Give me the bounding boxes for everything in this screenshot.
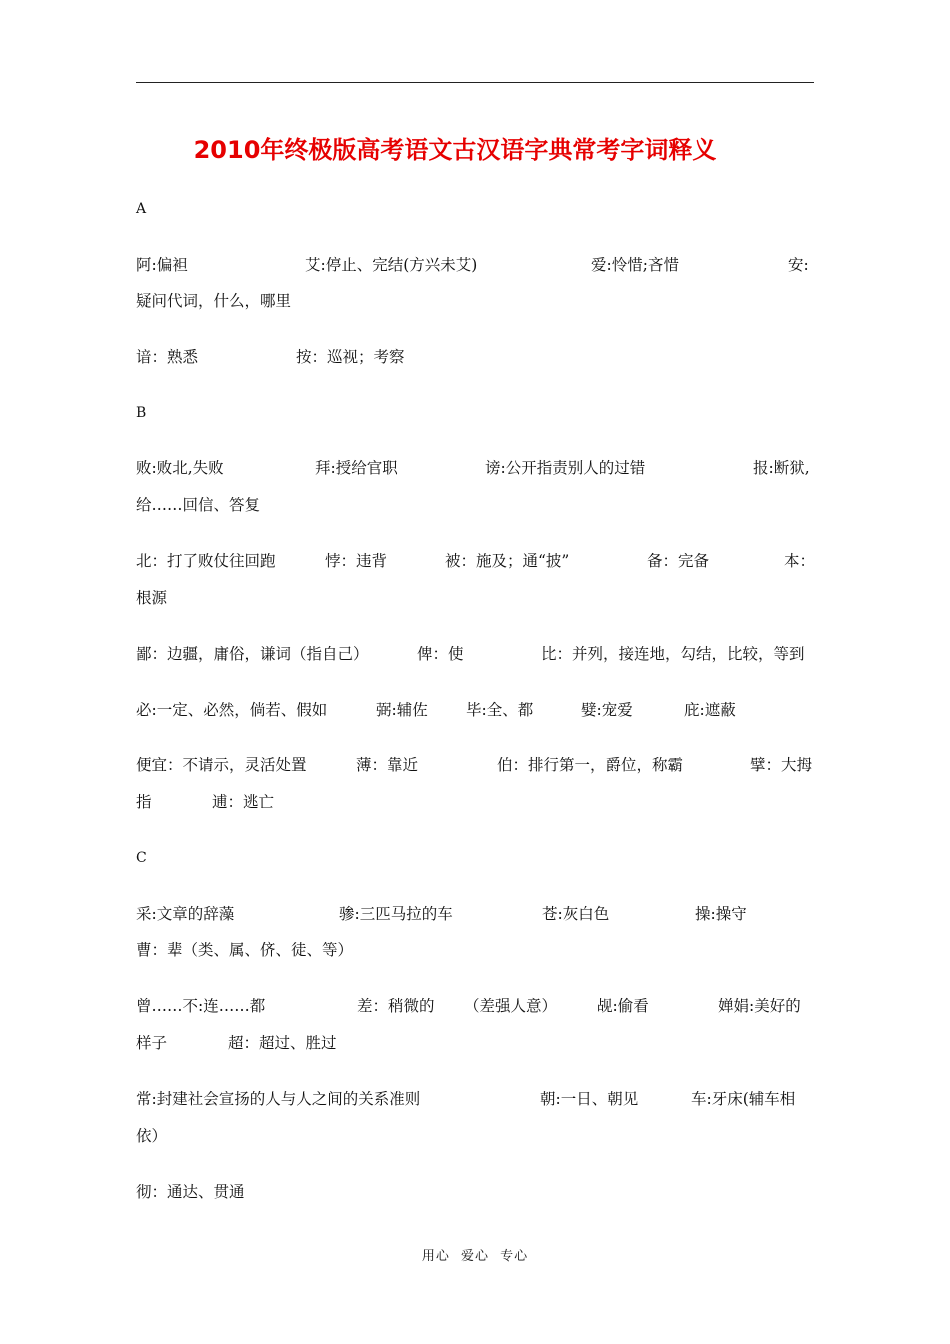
- entry: 便宜：不请示，灵活处置: [136, 756, 307, 774]
- entry: 车:牙床(辅车相: [691, 1090, 796, 1108]
- entry: （差强人意）: [464, 997, 558, 1015]
- entry: 给……回信、答复: [136, 496, 261, 514]
- entry: 苍:灰白色: [542, 905, 610, 923]
- entry: 指: [136, 793, 152, 811]
- entry: 爱:怜惜;吝惜: [591, 256, 679, 274]
- entry: 悖：违背: [325, 552, 388, 570]
- entry: 阿:偏袒: [136, 256, 188, 274]
- entry: 差：稍微的: [357, 997, 435, 1015]
- entry: 俾：使: [417, 645, 464, 663]
- entry: 根源: [136, 589, 168, 607]
- entry: 比：并列，接连地，勾结，比较，等到: [541, 645, 805, 663]
- entry: 毕:全、都: [466, 701, 534, 719]
- entry: 薄：靠近: [356, 756, 419, 774]
- entry: 伯：排行第一，爵位，称霸: [497, 756, 684, 774]
- entry: 报:断狱,: [753, 459, 810, 477]
- footer-item: 专心: [500, 1249, 529, 1264]
- entry: 被：施及；通“披”: [445, 552, 570, 570]
- page-footer: [0, 1247, 950, 1267]
- entry: 拜:授给官职: [315, 459, 398, 477]
- entry: 北：打了败仗往回跑: [136, 552, 276, 570]
- entry: 本：: [784, 552, 816, 570]
- entry: 擘：大拇: [750, 756, 813, 774]
- entry: 必:一定、必然，倘若、假如: [136, 701, 328, 719]
- entry: 疑问代词，什么，哪里: [136, 292, 292, 310]
- entry: 骖:三匹马拉的车: [339, 905, 453, 923]
- footer-item: 爱心: [460, 1249, 489, 1264]
- entry: 彻：通达、贯通: [136, 1183, 245, 1201]
- entry: 鄙：边疆，庸俗，谦词（指自己）: [136, 645, 369, 663]
- section-letter-c: C: [136, 850, 147, 866]
- entry: 逋：逃亡: [212, 793, 275, 811]
- section-letter-b: B: [136, 405, 147, 421]
- entry: 谙：熟悉: [136, 348, 199, 366]
- entry: 朝:一日、朝见: [540, 1090, 639, 1108]
- entry: 曹：辈（类、属、侪、徒、等）: [136, 941, 354, 959]
- entry: 常:封建社会宣扬的人与人之间的关系准则: [136, 1090, 421, 1108]
- entry: 操:操守: [695, 905, 747, 923]
- entry: 艾:停止、完结(方兴未艾): [305, 256, 478, 274]
- entry: 婵娟:美好的: [718, 997, 801, 1015]
- entry: 备：完备: [647, 552, 710, 570]
- entry: 嬖:宠爱: [581, 701, 633, 719]
- entry: 样子: [136, 1034, 168, 1052]
- entry: 依）: [136, 1127, 168, 1145]
- entry: 曾……不:连……都: [136, 997, 266, 1015]
- header-rule: [136, 82, 814, 83]
- entry: 觇:偷看: [597, 997, 649, 1015]
- entry: 安:: [788, 256, 809, 274]
- entry: 谤:公开指责别人的过错: [485, 459, 646, 477]
- entry: 按：巡视；考察: [296, 348, 405, 366]
- entry: 弼:辅佐: [376, 701, 428, 719]
- footer-item: 用心: [421, 1249, 450, 1264]
- entry: 败:败北,失败: [136, 459, 224, 477]
- entry: 采:文章的辞藻: [136, 905, 235, 923]
- entry: 庇:遮蔽: [684, 701, 736, 719]
- page-title: 2010年终极版高考语文古汉语字典常考字词释义: [193, 136, 717, 164]
- section-letter-a: A: [136, 201, 147, 217]
- entry: 超：超过、胜过: [228, 1034, 337, 1052]
